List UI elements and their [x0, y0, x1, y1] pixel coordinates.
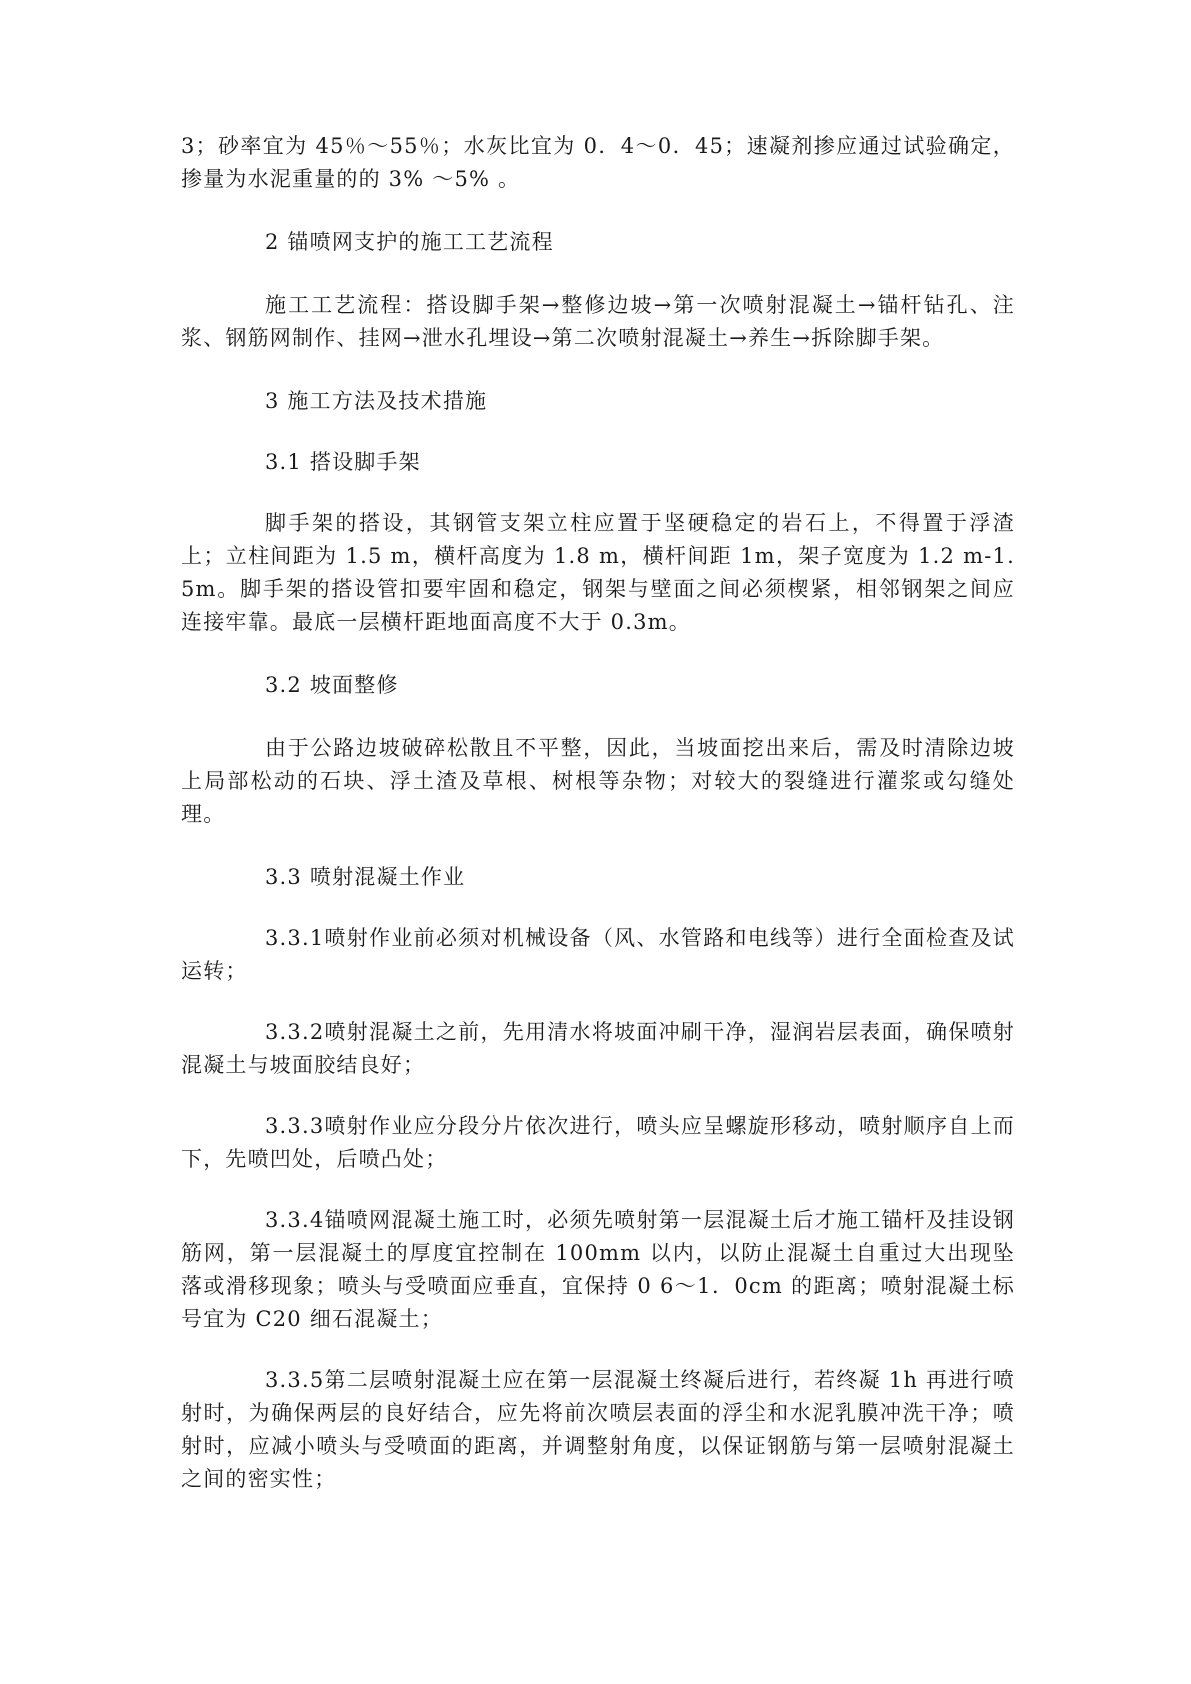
paragraph-3-3-2: 3.3.2喷射混凝土之前，先用清水将坡面冲刷干净，湿润岩层表面，确保喷射混凝土与坡面胶结良好； — [181, 1020, 1015, 1077]
subsection-heading-3-3: 3.3 喷射混凝土作业 — [265, 865, 466, 889]
paragraph-mix-ratio: 3；砂率宜为 45％～55％；水灰比宜为 0．4～0．45；速凝剂掺应通过试验确定，掺量为水泥重量的的 3% ～5% 。 — [181, 134, 1015, 191]
paragraph-3-3-4: 3.3.4锚喷网混凝土施工时，必须先喷射第一层混凝土后才施工锚杆及挂设钢筋网，第一层混凝土的厚度宜控制在 100mm 以内，以防止混凝土自重过大出现坠落或滑移现象；喷头与受喷面应垂直，宜保持 0 6～1．0cm 的距离；喷射混凝土标号宜为 C20 细石混凝土； — [181, 1208, 1015, 1331]
section-heading-3: 3 施工方法及技术措施 — [265, 389, 488, 413]
paragraph-3-3-3: 3.3.3喷射作业应分段分片依次进行，喷头应呈螺旋形移动，喷射顺序自上而下，先喷凹处，后喷凸处； — [181, 1114, 1015, 1171]
paragraph-3-3-5: 3.3.5第二层喷射混凝土应在第一层混凝土终凝后进行，若终凝 1h 再进行喷射时，为确保两层的良好结合，应先将前次喷层表面的浮尘和水泥乳膜冲洗干净；喷射时，应减小喷头与受喷面的距离，并调整射角度，以保证钢筋与第一层喷射混凝土之间的密实性； — [181, 1368, 1015, 1491]
paragraph-process-flow: 施工工艺流程：搭设脚手架→整修边坡→第一次喷射混凝土→锚杆钻孔、注浆、钢筋网制作、挂网→泄水孔埋设→第二次喷射混凝土→养生→拆除脚手架。 — [181, 293, 1015, 350]
paragraph-slope-repair: 由于公路边坡破碎松散且不平整，因此，当坡面挖出来后，需及时清除边坡上局部松动的石块、浮土渣及草根、树根等杂物；对较大的裂缝进行灌浆或勾缝处理。 — [181, 736, 1015, 826]
paragraph-scaffold: 脚手架的搭设，其钢管支架立柱应置于坚硬稳定的岩石上，不得置于浮渣上；立柱间距为 1.5 m，横杆高度为 1.8 m，横杆间距 1m，架子宽度为 1.2 m-1.5m。脚手架的搭设管扣要牢固和稳定，钢架与壁面之间必须楔紧，相邻钢架之间应连接牢靠。最底一层横杆距地面高度不大于 0.3m。 — [181, 511, 1015, 634]
subsection-heading-3-2: 3.2 坡面整修 — [265, 673, 399, 697]
section-heading-2: 2 锚喷网支护的施工工艺流程 — [265, 230, 554, 254]
subsection-heading-3-1: 3.1 搭设脚手架 — [265, 450, 421, 474]
paragraph-3-3-1: 3.3.1喷射作业前必须对机械设备（风、水管路和电线等）进行全面检查及试运转； — [181, 926, 1015, 983]
document-page — [181, 130, 1015, 1496]
